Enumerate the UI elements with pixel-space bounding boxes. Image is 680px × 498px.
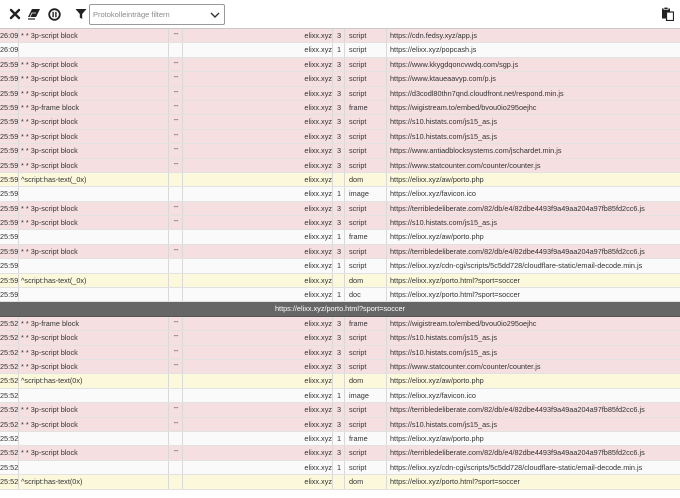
log-type: image bbox=[344, 389, 386, 402]
log-party: 3 bbox=[332, 202, 345, 215]
log-row[interactable] bbox=[0, 403, 680, 417]
log-filter: ^script:has-text(_0x) bbox=[18, 173, 168, 186]
log-url: https://wigistream.to/embed/bvou0io295oejhc bbox=[386, 101, 680, 114]
log-filter-options: -- bbox=[168, 245, 183, 258]
log-context-domain: elixx.xyz bbox=[304, 59, 332, 69]
log-party: 3 bbox=[332, 418, 345, 431]
log-row[interactable] bbox=[0, 72, 680, 86]
log-context-domain: elixx.xyz bbox=[304, 462, 332, 472]
log-filter: ^script:has-text(_0x) bbox=[18, 274, 168, 287]
log-filter: * * 3p-script block bbox=[18, 159, 168, 172]
log-url: https://elixx.xyz/favicon.ico bbox=[386, 389, 680, 402]
log-context-domain: elixx.xyz bbox=[304, 45, 332, 55]
log-row[interactable] bbox=[0, 187, 680, 201]
log-party: 3 bbox=[332, 245, 345, 258]
log-url: https://s10.histats.com/js15_as.js bbox=[386, 216, 680, 229]
log-filter-options bbox=[168, 230, 183, 243]
log-filter: * * 3p-script block bbox=[18, 403, 168, 416]
log-url: https://elixx.xyz/aw/porto.php bbox=[386, 432, 680, 445]
log-time: 26:09 bbox=[0, 31, 18, 40]
log-time: 25:59 bbox=[0, 146, 18, 156]
log-time: 25:52 bbox=[0, 448, 18, 458]
log-row[interactable] bbox=[0, 144, 680, 158]
log-time: 25:59 bbox=[0, 160, 18, 170]
log-party: 3 bbox=[332, 72, 345, 85]
log-filter bbox=[18, 259, 168, 272]
log-row[interactable] bbox=[0, 101, 680, 115]
log-party: 1 bbox=[332, 43, 345, 56]
log-filter-options bbox=[168, 173, 183, 186]
log-filter-options: -- bbox=[168, 115, 183, 128]
log-context-domain: elixx.xyz bbox=[304, 448, 332, 458]
log-context-domain: elixx.xyz bbox=[304, 318, 332, 328]
log-url: https://d3codl80thn7qnd.cloudfront.net/respond.min.js bbox=[386, 87, 680, 100]
log-filter-options: -- bbox=[168, 317, 183, 330]
log-url: https://wigistream.to/embed/bvou0io295oejhc bbox=[386, 317, 680, 330]
log-filter-options bbox=[168, 288, 183, 301]
log-url: https://elixx.xyz/aw/porto.php bbox=[386, 173, 680, 186]
funnel-icon[interactable] bbox=[74, 7, 88, 21]
log-url: https://s10.histats.com/js15_as.js bbox=[386, 346, 680, 359]
log-context-domain: elixx.xyz bbox=[304, 261, 332, 271]
log-filter-options bbox=[168, 259, 183, 272]
log-time: 25:59 bbox=[0, 131, 18, 141]
log-type: script bbox=[344, 346, 386, 359]
log-url: https://www.kkygdqoncvwdq.com/sgp.js bbox=[386, 58, 680, 71]
log-party: 3 bbox=[332, 446, 345, 459]
log-context-domain: elixx.xyz bbox=[304, 218, 332, 228]
log-time: 25:59 bbox=[0, 261, 18, 271]
log-time: 25:59 bbox=[0, 174, 18, 184]
log-url: https://www.statcounter.com/counter/counter.js bbox=[386, 159, 680, 172]
log-context-domain: elixx.xyz bbox=[304, 419, 332, 429]
log-party: 3 bbox=[332, 115, 345, 128]
log-url: https://elixx.xyz/porto.html?sport=soccer bbox=[386, 274, 680, 287]
log-row[interactable] bbox=[0, 317, 680, 331]
log-filter: * * 3p-script block bbox=[18, 446, 168, 459]
log-filter: * * 3p-frame block bbox=[18, 101, 168, 114]
log-filter-options: -- bbox=[168, 29, 183, 42]
log-context-domain: elixx.xyz bbox=[304, 246, 332, 256]
log-url: https://www.antiadblocksystems.com/jschardet.min.js bbox=[386, 144, 680, 157]
log-time: 25:59 bbox=[0, 290, 18, 300]
log-url: https://www.ktaueaavyp.com/p.js bbox=[386, 72, 680, 85]
log-url: https://s10.histats.com/js15_as.js bbox=[386, 115, 680, 128]
log-filter: ^script:has-text(0x) bbox=[18, 475, 168, 488]
log-type: script bbox=[344, 159, 386, 172]
log-row[interactable] bbox=[0, 331, 680, 345]
log-time: 25:52 bbox=[0, 390, 18, 400]
log-url: https://elixx.xyz/favicon.ico bbox=[386, 187, 680, 200]
log-time: 25:52 bbox=[0, 333, 18, 343]
logger-toolbar bbox=[0, 0, 680, 29]
filter-field[interactable] bbox=[89, 4, 225, 25]
log-url: https://elixx.xyz/cdn-cgi/scripts/5c5dd728/cloudflare-static/email-decode.min.js bbox=[386, 461, 680, 474]
log-type: script bbox=[344, 360, 386, 373]
log-filter bbox=[18, 43, 168, 56]
eraser-icon[interactable] bbox=[27, 7, 41, 21]
log-context-domain: elixx.xyz bbox=[304, 376, 332, 386]
log-type: frame bbox=[344, 317, 386, 330]
log-filter-options bbox=[168, 374, 183, 387]
log-party: 3 bbox=[332, 331, 345, 344]
filter-input[interactable] bbox=[90, 5, 203, 24]
log-time: 25:59 bbox=[0, 246, 18, 256]
log-filter-options: -- bbox=[168, 446, 183, 459]
log-context-domain: elixx.xyz bbox=[304, 74, 332, 84]
log-filter bbox=[18, 432, 168, 445]
log-url: https://elixx.xyz/porto.html?sport=soccer bbox=[386, 475, 680, 488]
log-type: dom bbox=[344, 475, 386, 488]
log-party: 3 bbox=[332, 317, 345, 330]
log-row[interactable] bbox=[0, 288, 680, 302]
log-type: dom bbox=[344, 274, 386, 287]
log-filter: * * 3p-script block bbox=[18, 346, 168, 359]
log-context-domain: elixx.xyz bbox=[304, 102, 332, 112]
log-filter: * * 3p-script block bbox=[18, 245, 168, 258]
log-filter: * * 3p-script block bbox=[18, 58, 168, 71]
log-time: 25:52 bbox=[0, 419, 18, 429]
log-time: 25:59 bbox=[0, 74, 18, 84]
log-filter-options bbox=[168, 187, 183, 200]
log-filter bbox=[18, 389, 168, 402]
close-icon[interactable] bbox=[8, 7, 22, 21]
log-context-domain: elixx.xyz bbox=[304, 232, 332, 242]
log-filter: * * 3p-script block bbox=[18, 331, 168, 344]
log-row[interactable] bbox=[0, 389, 680, 403]
log-row[interactable] bbox=[0, 230, 680, 244]
log-filter-options bbox=[168, 43, 183, 56]
log-time: 25:52 bbox=[0, 318, 18, 328]
log-time: 25:52 bbox=[0, 462, 18, 472]
log-url: https://terribledeliberate.com/82/db/e4/82dbe4493f9a49aa204a97fb85fd2cc6.js bbox=[386, 202, 680, 215]
log-filter: * * 3p-script block bbox=[18, 144, 168, 157]
log-row[interactable] bbox=[0, 202, 680, 216]
log-filter-options bbox=[168, 461, 183, 474]
log-url: https://s10.histats.com/js15_as.js bbox=[386, 418, 680, 431]
log-type: frame bbox=[344, 230, 386, 243]
log-context-domain: elixx.xyz bbox=[304, 390, 332, 400]
log-filter-options: -- bbox=[168, 87, 183, 100]
log-type: script bbox=[344, 202, 386, 215]
log-party: 1 bbox=[332, 461, 345, 474]
log-row[interactable] bbox=[0, 87, 680, 101]
log-party: 1 bbox=[332, 187, 345, 200]
log-context-domain: elixx.xyz bbox=[304, 88, 332, 98]
pause-icon[interactable] bbox=[47, 7, 61, 21]
log-type: script bbox=[344, 115, 386, 128]
log-filter-options: -- bbox=[168, 418, 183, 431]
log-type: script bbox=[344, 87, 386, 100]
log-url: https://terribledeliberate.com/82/db/e4/82dbe4493f9a49aa204a97fb85fd2cc6.js bbox=[386, 245, 680, 258]
log-time: 25:59 bbox=[0, 203, 18, 213]
log-url: https://terribledeliberate.com/82/db/e4/82dbe4493f9a49aa204a97fb85fd2cc6.js bbox=[386, 446, 680, 459]
log-time: 25:52 bbox=[0, 405, 18, 415]
log-filter-options: -- bbox=[168, 72, 183, 85]
log-context-domain: elixx.xyz bbox=[304, 333, 332, 343]
log-row[interactable] bbox=[0, 418, 680, 432]
log-row[interactable] bbox=[0, 432, 680, 446]
log-type: script bbox=[344, 446, 386, 459]
log-filter-options: -- bbox=[168, 346, 183, 359]
log-context-domain: elixx.xyz bbox=[304, 160, 332, 170]
log-filter-options: -- bbox=[168, 331, 183, 344]
log-row[interactable] bbox=[0, 115, 680, 129]
log-time: 25:59 bbox=[0, 189, 18, 199]
log-row[interactable] bbox=[0, 360, 680, 374]
log-context-domain: elixx.xyz bbox=[304, 477, 332, 487]
chevron-down-icon[interactable] bbox=[210, 10, 220, 20]
log-url: https://www.statcounter.com/counter/counter.js bbox=[386, 360, 680, 373]
log-url: https://elixx.xyz/popcash.js bbox=[386, 43, 680, 56]
log-row[interactable] bbox=[0, 173, 680, 187]
log-time: 25:59 bbox=[0, 275, 18, 285]
log-filter-options: -- bbox=[168, 216, 183, 229]
log-filter-options: -- bbox=[168, 144, 183, 157]
log-time: 25:59 bbox=[0, 218, 18, 228]
log-context-domain: elixx.xyz bbox=[304, 146, 332, 156]
log-filter-options: -- bbox=[168, 159, 183, 172]
log-time: 25:59 bbox=[0, 117, 18, 127]
log-type: script bbox=[344, 29, 386, 42]
log-type: dom bbox=[344, 374, 386, 387]
log-time: 25:59 bbox=[0, 59, 18, 69]
log-filter: * * 3p-script block bbox=[18, 72, 168, 85]
log-time: 25:59 bbox=[0, 232, 18, 242]
log-row[interactable] bbox=[0, 159, 680, 173]
log-party: 1 bbox=[332, 432, 345, 445]
log-row[interactable] bbox=[0, 130, 680, 144]
document-separator-row[interactable] bbox=[0, 302, 680, 316]
log-filter: * * 3p-script block bbox=[18, 202, 168, 215]
log-url: https://elixx.xyz/porto.html?sport=soccer bbox=[386, 288, 680, 301]
log-row[interactable] bbox=[0, 274, 680, 288]
log-time: 25:52 bbox=[0, 347, 18, 357]
document-url: https://elixx.xyz/porto.html?sport=soccer bbox=[275, 304, 405, 314]
log-party: 1 bbox=[332, 259, 345, 272]
log-type: script bbox=[344, 418, 386, 431]
log-party: 3 bbox=[332, 216, 345, 229]
log-type: image bbox=[344, 187, 386, 200]
log-party: 3 bbox=[332, 159, 345, 172]
log-party: 3 bbox=[332, 144, 345, 157]
logger-entries bbox=[0, 29, 680, 490]
log-party: 1 bbox=[332, 389, 345, 402]
log-url: https://elixx.xyz/aw/porto.php bbox=[386, 374, 680, 387]
log-time: 25:52 bbox=[0, 433, 18, 443]
log-time: 25:52 bbox=[0, 376, 18, 386]
log-filter bbox=[18, 461, 168, 474]
log-party: 1 bbox=[332, 288, 345, 301]
log-row[interactable] bbox=[0, 259, 680, 273]
log-party: 3 bbox=[332, 360, 345, 373]
log-filter-options: -- bbox=[168, 101, 183, 114]
log-type: script bbox=[344, 245, 386, 258]
log-time: 25:52 bbox=[0, 361, 18, 371]
log-row[interactable] bbox=[0, 461, 680, 475]
log-context-domain: elixx.xyz bbox=[304, 174, 332, 184]
log-row[interactable] bbox=[0, 216, 680, 230]
log-context-domain: elixx.xyz bbox=[304, 290, 332, 300]
log-type: script bbox=[344, 144, 386, 157]
log-url: https://elixx.xyz/cdn-cgi/scripts/5c5dd728/cloudflare-static/email-decode.min.js bbox=[386, 259, 680, 272]
log-party: 3 bbox=[332, 101, 345, 114]
log-context-domain: elixx.xyz bbox=[304, 275, 332, 285]
log-filter: * * 3p-script block bbox=[18, 216, 168, 229]
log-type: dom bbox=[344, 173, 386, 186]
log-filter: * * 3p-script block bbox=[18, 360, 168, 373]
log-filter-options: -- bbox=[168, 360, 183, 373]
log-row[interactable] bbox=[0, 374, 680, 388]
log-party: 3 bbox=[332, 130, 345, 143]
log-filter: * * 3p-frame block bbox=[18, 317, 168, 330]
log-row[interactable] bbox=[0, 245, 680, 259]
log-type: script bbox=[344, 72, 386, 85]
clipboard-icon[interactable] bbox=[660, 7, 674, 21]
log-time: 26:09 bbox=[0, 45, 18, 55]
log-context-domain: elixx.xyz bbox=[304, 433, 332, 443]
log-url: https://elixx.xyz/aw/porto.php bbox=[386, 230, 680, 243]
log-filter: * * 3p-script block bbox=[18, 115, 168, 128]
log-row[interactable] bbox=[0, 43, 680, 57]
log-filter bbox=[18, 288, 168, 301]
log-type: script bbox=[344, 43, 386, 56]
log-context-domain: elixx.xyz bbox=[304, 361, 332, 371]
log-filter: * * 3p-script block bbox=[18, 29, 168, 42]
log-party: 3 bbox=[332, 29, 345, 42]
log-row[interactable] bbox=[0, 346, 680, 360]
log-filter: * * 3p-script block bbox=[18, 87, 168, 100]
log-time: 25:59 bbox=[0, 102, 18, 112]
log-party: 3 bbox=[332, 346, 345, 359]
log-filter bbox=[18, 187, 168, 200]
log-row[interactable] bbox=[0, 58, 680, 72]
log-type: script bbox=[344, 461, 386, 474]
log-filter-options bbox=[168, 389, 183, 402]
log-context-domain: elixx.xyz bbox=[304, 31, 332, 40]
log-context-domain: elixx.xyz bbox=[304, 347, 332, 357]
log-url: https://cdn.fedsy.xyz/app.js bbox=[386, 29, 680, 42]
log-filter-options bbox=[168, 274, 183, 287]
log-type: script bbox=[344, 259, 386, 272]
log-url: https://s10.histats.com/js15_as.js bbox=[386, 331, 680, 344]
log-context-domain: elixx.xyz bbox=[304, 131, 332, 141]
log-type: doc bbox=[344, 288, 386, 301]
log-context-domain: elixx.xyz bbox=[304, 189, 332, 199]
log-party: 3 bbox=[332, 87, 345, 100]
log-party: 3 bbox=[332, 403, 345, 416]
log-filter: * * 3p-script block bbox=[18, 418, 168, 431]
log-context-domain: elixx.xyz bbox=[304, 405, 332, 415]
log-filter: * * 3p-script block bbox=[18, 130, 168, 143]
log-type: script bbox=[344, 216, 386, 229]
log-filter: ^script:has-text(0x) bbox=[18, 374, 168, 387]
log-party: 1 bbox=[332, 230, 345, 243]
log-filter-options bbox=[168, 432, 183, 445]
log-filter-options: -- bbox=[168, 403, 183, 416]
log-url: https://terribledeliberate.com/82/db/e4/82dbe4493f9a49aa204a97fb85fd2cc6.js bbox=[386, 403, 680, 416]
log-type: script bbox=[344, 331, 386, 344]
log-context-domain: elixx.xyz bbox=[304, 117, 332, 127]
log-row[interactable] bbox=[0, 475, 680, 489]
log-filter-options bbox=[168, 475, 183, 488]
log-filter bbox=[18, 230, 168, 243]
log-row[interactable] bbox=[0, 29, 680, 43]
log-type: script bbox=[344, 58, 386, 71]
log-time: 25:59 bbox=[0, 88, 18, 98]
log-type: script bbox=[344, 130, 386, 143]
log-type: frame bbox=[344, 432, 386, 445]
log-filter-options: -- bbox=[168, 202, 183, 215]
log-party: 3 bbox=[332, 58, 345, 71]
log-row[interactable] bbox=[0, 446, 680, 460]
log-type: script bbox=[344, 403, 386, 416]
log-filter-options: -- bbox=[168, 130, 183, 143]
log-filter-options: -- bbox=[168, 58, 183, 71]
log-time: 25:52 bbox=[0, 477, 18, 487]
log-type: frame bbox=[344, 101, 386, 114]
log-url: https://s10.histats.com/js15_as.js bbox=[386, 130, 680, 143]
log-context-domain: elixx.xyz bbox=[304, 203, 332, 213]
